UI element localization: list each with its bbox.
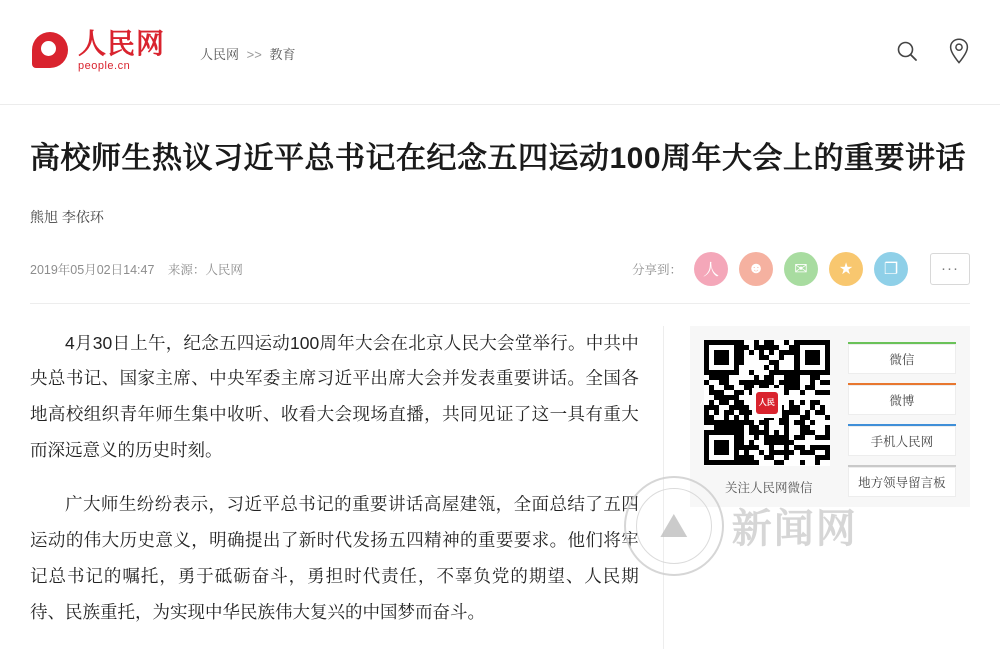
qr-center-logo-icon: 人民 (752, 388, 782, 418)
location-icon[interactable] (946, 36, 972, 66)
university-seal-icon: ⛰ (624, 476, 724, 576)
article-timestamp: 2019年05月02日14:47 (30, 262, 155, 277)
article-header (0, 137, 1000, 304)
article-content-area (0, 326, 1000, 649)
search-icon[interactable] (894, 36, 920, 66)
site-header (0, 0, 1000, 105)
logo-title-en: people.cn (78, 60, 131, 72)
article-source: 来源：人民网 (167, 262, 243, 277)
sidebar-link-wechat[interactable]: 微信 (848, 342, 956, 374)
share-icons (694, 252, 908, 286)
article-paragraph: 广大师生纷纷表示，习近平总书记的重要讲话高屋建瓴，全面总结了五四运动的伟大历史意义，明确提出了新时代发扬五四精神的重要要求。他们将牢记总书记的嘱托，勇于砥砺奋斗，勇担时代责任，不辜负党的期望、人民期待、民族重托，为实现中华民族伟大复兴的中国梦而奋斗。 (30, 494, 639, 622)
share-renren-glyph: 人 (702, 262, 719, 279)
share-weibo-icon[interactable] (739, 252, 773, 286)
share-label: 分享到： (631, 262, 682, 277)
share-qzone-glyph: ★ (838, 260, 854, 278)
share-renren-icon[interactable] (694, 252, 728, 286)
people-cn-logo-icon (30, 30, 72, 72)
article-body (30, 326, 664, 649)
share-qzone-icon[interactable] (829, 252, 863, 286)
sidebar-link-message-board[interactable]: 地方领导留言板 (848, 465, 956, 497)
logo-text (78, 30, 165, 72)
breadcrumb-section[interactable]: 教育 (269, 47, 296, 62)
follow-box (690, 326, 970, 507)
sidebar-link-mobile[interactable]: 手机人民网 (848, 424, 956, 456)
share-bar (632, 252, 970, 286)
breadcrumb (200, 44, 295, 63)
qr-caption: 关注人民网微信 (725, 480, 813, 495)
article-sidebar (659, 326, 970, 649)
share-copy-glyph: ❐ (883, 260, 899, 278)
share-copy-link-icon[interactable] (874, 252, 908, 286)
breadcrumb-separator: >> (246, 47, 262, 62)
page-title: 高校师生热议习近平总书记在纪念五四运动100周年大会上的重要讲话 (30, 142, 967, 175)
more-options-button[interactable]: ··· (930, 253, 970, 285)
breadcrumb-home[interactable]: 人民网 (200, 47, 240, 62)
logo-title-cn: 人民网 (78, 28, 166, 59)
sidebar-links (848, 340, 956, 497)
article-meta-left (30, 260, 243, 278)
wechat-qr-code[interactable] (704, 340, 830, 466)
watermark-text: 新闻网 (731, 507, 858, 551)
article-paragraph: 4月30日上午，纪念五四运动100周年大会在北京人民大会堂举行。中共中央总书记、国家主席、中央军委主席习近平出席大会并发表重要讲话。全国各地高校组织青年师生集中收听、收看大会现场直播，共同见证了这一具有重大而深远意义的历史时刻。 (30, 332, 639, 461)
share-weibo-glyph: ☻ (747, 259, 765, 277)
qr-block (704, 340, 834, 497)
header-tools (894, 36, 972, 66)
article-byline: 熊旭 李依环 (30, 208, 104, 225)
sidebar-link-weibo[interactable]: 微博 (848, 383, 956, 415)
article-meta-row (30, 241, 970, 304)
site-logo[interactable] (30, 30, 165, 72)
share-wechat-glyph: ✉ (794, 260, 808, 278)
share-wechat-icon[interactable] (784, 252, 818, 286)
